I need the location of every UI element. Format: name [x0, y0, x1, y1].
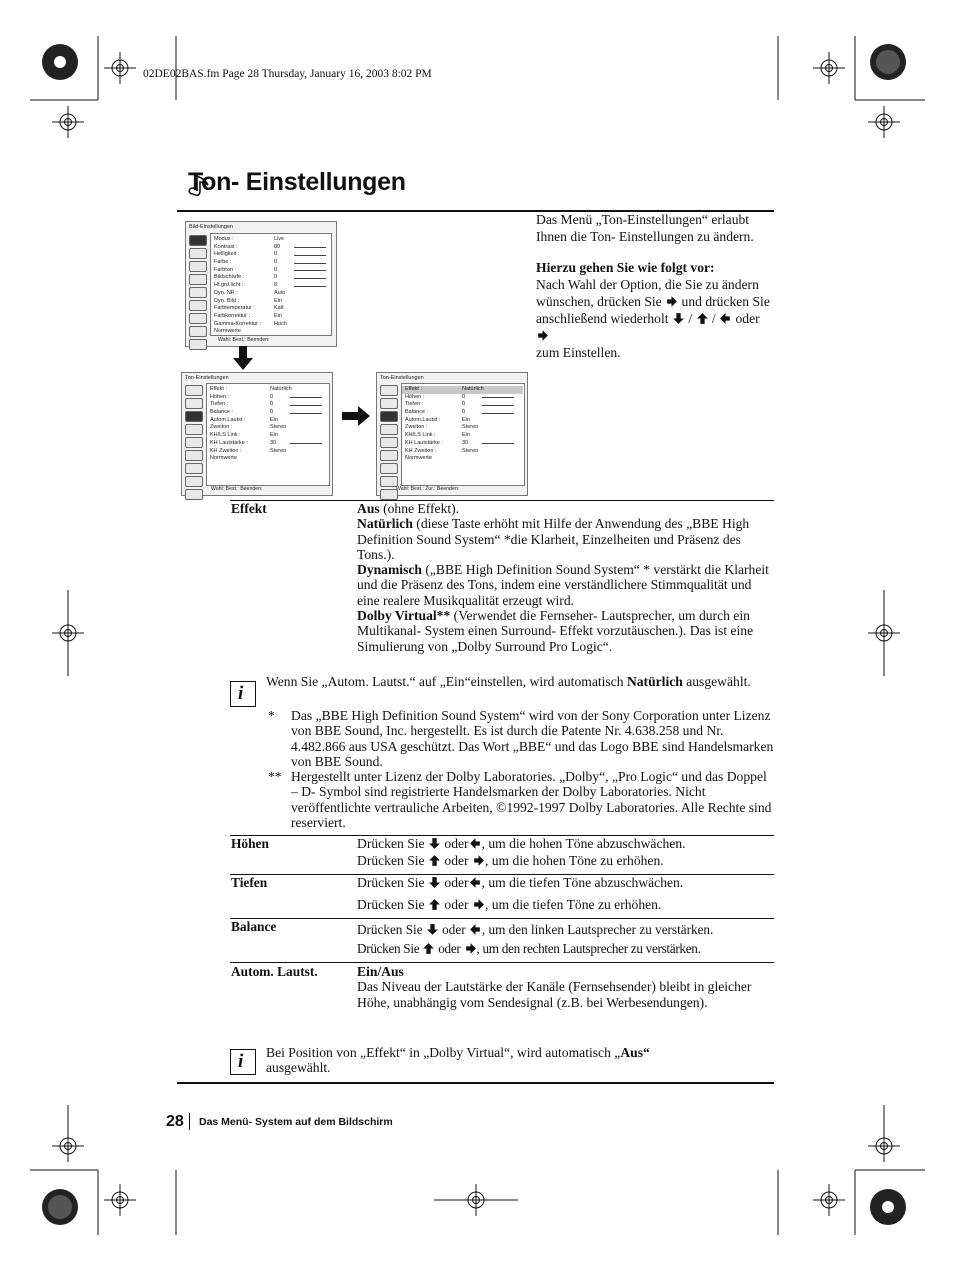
menu-row [210, 432, 326, 440]
flow-arrow-right-icon [342, 406, 370, 426]
menu-row [402, 401, 523, 409]
menu-row [210, 455, 326, 463]
hoehen-l1b: , um die hohen Töne abzuschwächen. [481, 836, 686, 851]
menu-row-label: Farbe : [214, 259, 232, 266]
flow-arrow-down-icon [233, 346, 253, 370]
menu-row-label: Farbton : [214, 266, 237, 273]
menu-row-value: 8 [274, 282, 278, 289]
section-rule [230, 962, 774, 963]
intro-paragraph: Das Menü „Ton-Einstellungen“ erlaubt Ihnen die Ton- Einstellungen zu ändern. [536, 212, 754, 244]
menu-row-label: Helligkeit : [214, 251, 240, 258]
arrow-right-icon [472, 898, 485, 911]
footnote-mark-2: ** [268, 769, 282, 784]
menu-row [402, 409, 523, 417]
menu-row [214, 313, 329, 321]
effekt-dolby-desc: (Verwendet die Fernseher- Lautsprecher, um durch ein Multikanal- System einen Surround- Effekt vorzutäuschen.). Das ist eine Simulierung von „Dolby Surround Pro Logic“. [357, 608, 754, 654]
arrow-left-icon [719, 312, 732, 325]
menu-row-value: Ein [274, 312, 282, 319]
effekt-label: Effekt [231, 501, 267, 516]
arrow-left-icon [469, 876, 482, 889]
note-dolby [266, 1045, 776, 1076]
menu-row [402, 417, 523, 425]
menu-row-label: Zweiton : [210, 424, 233, 431]
menu-row-slider [482, 443, 514, 444]
menu-row [402, 386, 523, 394]
arrow-up-icon [422, 942, 435, 955]
menu-row [210, 448, 326, 456]
menu-row-value: Ein [270, 416, 278, 423]
menu-row-label: Autom.Lautst : [210, 416, 246, 423]
menu-row-slider [482, 405, 514, 406]
arrow-down-icon [428, 837, 441, 850]
menu-row-slider [294, 247, 326, 248]
menu-row-label: Autom.Lautst : [405, 416, 441, 423]
hoehen-l2a: Drücken Sie [357, 853, 425, 868]
oder-word: oder [444, 875, 469, 890]
menu-row-value: 0 [274, 259, 278, 266]
menu-footer: Wahl: Best.: Beenden: [211, 486, 263, 492]
hoehen-l2b: , um die hohen Töne zu erhöhen. [484, 853, 664, 868]
menu-row-value: Live [274, 236, 285, 242]
menu-row-value: 0 [270, 401, 274, 408]
menu-row [402, 455, 523, 463]
arrow-left-icon [469, 923, 482, 936]
menu-row-value: Kalt [274, 305, 284, 312]
effekt-dynamisch: Dynamisch [357, 562, 422, 578]
menu-row-slider [290, 443, 322, 444]
menu-row-label: Effekt : [210, 386, 228, 392]
menu-row-label: KH Lautstärke : [405, 439, 443, 446]
oder-word: oder [444, 897, 469, 912]
menu-panel [210, 233, 332, 336]
menu-row-value: 0 [270, 409, 274, 416]
intro-steps [536, 259, 776, 361]
menu-row-value: Ein [462, 432, 470, 439]
oder-word: oder [444, 853, 469, 868]
effekt-dolby: Dolby Virtual** [357, 608, 451, 624]
menu-row [402, 424, 523, 432]
autom-desc: Das Niveau der Lautstärke der Kanäle (Fernsehsender) bleibt in gleicher Höhe, unabhängig vom Sendesignal (z.B. bei Werbesendungen). [357, 979, 752, 1010]
footnote-dolby: Hergestellt unter Lizenz der Dolby Laboratories. „Dolby“, „Pro Logic“ und das Doppel – D- Symbol sind registrierte Handelsmarken der Dolby Laboratories. Nicht veröffentlichte vertrauliche Arbeiten, ©1992-1997 Dolby Laboratories. Alle Rechte sind reserviert. [291, 769, 772, 830]
intro-text [536, 211, 776, 375]
autom-text [357, 964, 767, 1010]
menu-row [402, 432, 523, 440]
menu-title: Bild-Einstellungen [189, 224, 234, 230]
footnote-mark-1: * [268, 708, 275, 723]
note2-b: Aus“ [620, 1045, 650, 1060]
menu-row [214, 298, 329, 306]
arrow-right-icon [464, 942, 477, 955]
note1-b: Natürlich [626, 674, 683, 689]
menu-row [214, 274, 329, 282]
arrow-right-icon [536, 329, 549, 342]
autom-title: Ein/Aus [357, 964, 404, 979]
menu-row-value: Stereo [462, 424, 479, 431]
balance-l1b: , um den linken Lautsprecher zu verstärken. [481, 922, 714, 937]
menu-row-label: KH Zweiton : [210, 447, 242, 454]
note1-a: Wenn Sie „Autom. Lautst.“ auf „Ein“einstellen, wird automatisch [266, 674, 627, 689]
tiefen-l2b: , um die tiefen Töne zu erhöhen. [484, 897, 662, 912]
menu-row-label: Tiefen : [405, 401, 424, 408]
menu-row-value: 0 [462, 401, 466, 408]
arrow-left-icon [469, 837, 482, 850]
menu-row-label: Kontrast : [214, 243, 238, 250]
menu-row-value: 0 [274, 266, 278, 273]
menu-row [214, 267, 329, 275]
balance-text [357, 922, 777, 956]
menu-row [210, 394, 326, 402]
menu-row [210, 440, 326, 448]
menu-row-value: Stereo [270, 424, 287, 431]
footer-section-title: Das Menü- System auf dem Bildschirm [199, 1116, 393, 1128]
menu-row [210, 409, 326, 417]
file-header-line: 02DE02BAS.fm Page 28 Thursday, January 16, 2003 8:02 PM [143, 68, 432, 80]
menu-icon-column [188, 233, 208, 350]
menu-title: Ton-Einstellungen [380, 375, 424, 381]
menu-row-slider [290, 413, 322, 414]
menu-title: Ton-Einstellungen [185, 375, 229, 381]
menu-row-slider [290, 405, 322, 406]
bottom-rule [177, 1082, 774, 1084]
note2-a: Bei Position von „Effekt“ in „Dolby Virtual“, wird automatisch „ [266, 1045, 621, 1060]
menu-row [214, 305, 329, 313]
menu-row [214, 282, 329, 290]
menu-row-value: Natürlich [270, 386, 292, 392]
arrow-down-icon [672, 312, 685, 325]
note2-c: ausgewählt. [266, 1060, 331, 1076]
footnote-bbe: Das „BBE High Definition Sound System“ wird von der Sony Corporation unter Lizenz von BBE Sound, Inc. hergestellt. Es ist durch die Patente Nr. 4.638.258 und Nr. 4.482.866 aus USA geschützt. Das Wort „BBE“ und das Logo BBE sind Handelsmarken von BBE Sound. [291, 708, 774, 769]
menu-icon-column [184, 383, 204, 500]
steps-text-a: Nach Wahl der Option, die Sie zu ändern wünschen, drücken Sie [536, 277, 759, 309]
menu-row-label: KH/LS Link : [405, 432, 436, 439]
menu-row [214, 259, 329, 267]
menu-row-value: 0 [274, 274, 278, 281]
arrow-down-icon [426, 923, 439, 936]
menu-row-slider [482, 413, 514, 414]
hoehen-l1a: Drücken Sie [357, 836, 425, 851]
effekt-text [357, 501, 777, 654]
oder-word: oder [438, 941, 461, 956]
page-number: 28 [166, 1113, 184, 1130]
menu-row-value: Ein [270, 432, 278, 439]
effekt-aus: Aus [357, 501, 380, 516]
menu-row-label: Höhen : [405, 393, 425, 400]
balance-l2a: Drücken Sie [357, 941, 420, 956]
menu-row-slider [482, 397, 514, 398]
balance-l2b: , um den rechten Lautsprecher zu verstärken. [476, 941, 701, 956]
menu-row-value: Stereo [462, 447, 479, 454]
menu-panel [206, 383, 330, 486]
balance-label: Balance [231, 919, 277, 934]
menu-row-slider [294, 278, 326, 279]
tiefen-text [357, 875, 777, 912]
section-rule [230, 918, 774, 919]
page-title: Ton- Einstellungen [188, 168, 406, 196]
menu-row [402, 448, 523, 456]
menu-row-value: 0 [274, 251, 278, 258]
menu-row-label: Balance : [210, 409, 233, 416]
autom-label: Autom. Lautst. [231, 964, 318, 979]
balance-l1a: Drücken Sie [357, 922, 423, 937]
arrow-right-icon [472, 854, 485, 867]
sep: / [711, 311, 716, 326]
menu-row-value: 0 [270, 393, 274, 400]
menu-row-label: Bildschärfe : [214, 274, 245, 281]
menu-rows [402, 386, 523, 463]
hoehen-label: Höhen [231, 836, 269, 851]
menu-row-value: Natürlich [462, 386, 484, 392]
menu-row [402, 440, 523, 448]
effekt-aus-desc: (ohne Effekt). [379, 501, 460, 516]
menu-row-label: Höhen : [210, 393, 230, 400]
menu-row-label: KH Lautstärke : [210, 439, 248, 446]
info-icon: i [230, 681, 256, 707]
note1-c: ausgewählt. [682, 674, 751, 689]
menu-row-value: Stereo [270, 447, 287, 454]
note-autom [266, 674, 776, 689]
menu-row-value: 0 [462, 409, 466, 416]
tiefen-l1a: Drücken Sie [357, 875, 425, 890]
menu-row [210, 386, 326, 394]
menu-row-value: 30 [270, 439, 277, 446]
menu-footer: Wahl: Best.: Zur.: Beenden: [396, 486, 460, 492]
footer-divider [189, 1113, 190, 1130]
menu-icon-column [379, 383, 399, 500]
arrow-down-icon [428, 876, 441, 889]
menu-row-label: Tiefen : [210, 401, 229, 408]
menu-row-slider [294, 263, 326, 264]
menu-row-label: Effekt : [405, 386, 423, 392]
tiefen-label: Tiefen [231, 875, 268, 890]
menu-row [214, 244, 329, 252]
effekt-natuerlich: Natürlich [357, 516, 413, 532]
steps-heading: Hierzu gehen Sie wie folgt vor: [536, 260, 715, 275]
menu-row-label: Farbtemperatur : [214, 305, 255, 312]
arrow-right-icon [665, 295, 678, 308]
menu-row-value: 0 [462, 393, 466, 400]
menu-row-label: Gamma-Korrektur : [214, 320, 262, 327]
hoehen-text [357, 836, 777, 868]
steps-text-c: zum Einstellen. [536, 345, 621, 360]
menu-rows [214, 236, 329, 336]
tiefen-l2a: Drücken Sie [357, 897, 425, 912]
menu-row-label: Normwerte [214, 328, 241, 335]
menu-row [214, 290, 329, 298]
menu-row-label: Dyn. NR : [214, 289, 238, 296]
menu-row-slider [294, 286, 326, 287]
info-icon: i [230, 1049, 256, 1075]
menu-row [402, 394, 523, 402]
tiefen-l1b: , um die tiefen Töne abzuschwächen. [481, 875, 684, 890]
menu-row [214, 321, 329, 329]
steps-text-b: und drücken Sie anschließend wiederholt [536, 294, 770, 326]
menu-row [214, 251, 329, 259]
menu-screenshot-ton [181, 372, 333, 496]
menu-row-value: Ein [274, 297, 282, 304]
menu-row-label: Zweiton : [405, 424, 428, 431]
arrow-up-icon [428, 898, 441, 911]
menu-row-value: 30 [462, 439, 469, 446]
menu-row-slider [294, 270, 326, 271]
menu-row [210, 417, 326, 425]
menu-row [210, 424, 326, 432]
menu-row-value: Ein [462, 416, 470, 423]
menu-row-label: Normwerte [405, 455, 432, 462]
menu-row-value: Hoch [274, 320, 287, 327]
menu-row-label: Dyn. Bild : [214, 297, 240, 304]
effekt-natuerlich-desc: (diese Taste erhöht mit Hilfe der Anwendung des „BBE High Definition Sound System“ *die Klarheit, Einzelheiten und Präsenz des Tons.). [357, 516, 750, 562]
menu-footer: Wahl: Best.: Beenden: [218, 337, 270, 343]
menu-row [210, 401, 326, 409]
menu-row-label: KH Zweiton : [405, 447, 437, 454]
menu-screenshot-ton-selected [376, 372, 528, 496]
menu-row-label: Modus : [214, 236, 234, 242]
menu-rows [210, 386, 326, 463]
menu-panel [401, 383, 525, 486]
menu-row [214, 236, 329, 244]
menu-row [214, 328, 329, 336]
arrow-up-icon [696, 312, 709, 325]
arrow-up-icon [428, 854, 441, 867]
oder-word: oder [444, 836, 469, 851]
menu-row-label: KH/LS Link : [210, 432, 241, 439]
sep: / [688, 311, 693, 326]
menu-row-value: 80 [274, 243, 281, 250]
menu-row-label: Ht.grd.licht : [214, 282, 244, 289]
effekt-dynamisch-desc: („BBE High Definition Sound System“ * verstärkt die Klarheit und die Präsenz des Tons, indem eine verständlichere Stimmqualität und eine realere Musikqualität erzeugt wird. [357, 562, 769, 608]
menu-row-slider [294, 255, 326, 256]
menu-row-slider [290, 397, 322, 398]
menu-row-value: Auto [274, 289, 286, 296]
menu-row-label: Normwerte [210, 455, 237, 462]
menu-row-label: Farbkorrektur : [214, 312, 251, 319]
oder-word: oder [442, 922, 466, 937]
menu-row-label: Balance : [405, 409, 428, 416]
oder-word: oder [735, 311, 760, 326]
menu-screenshot-bild [185, 221, 337, 347]
